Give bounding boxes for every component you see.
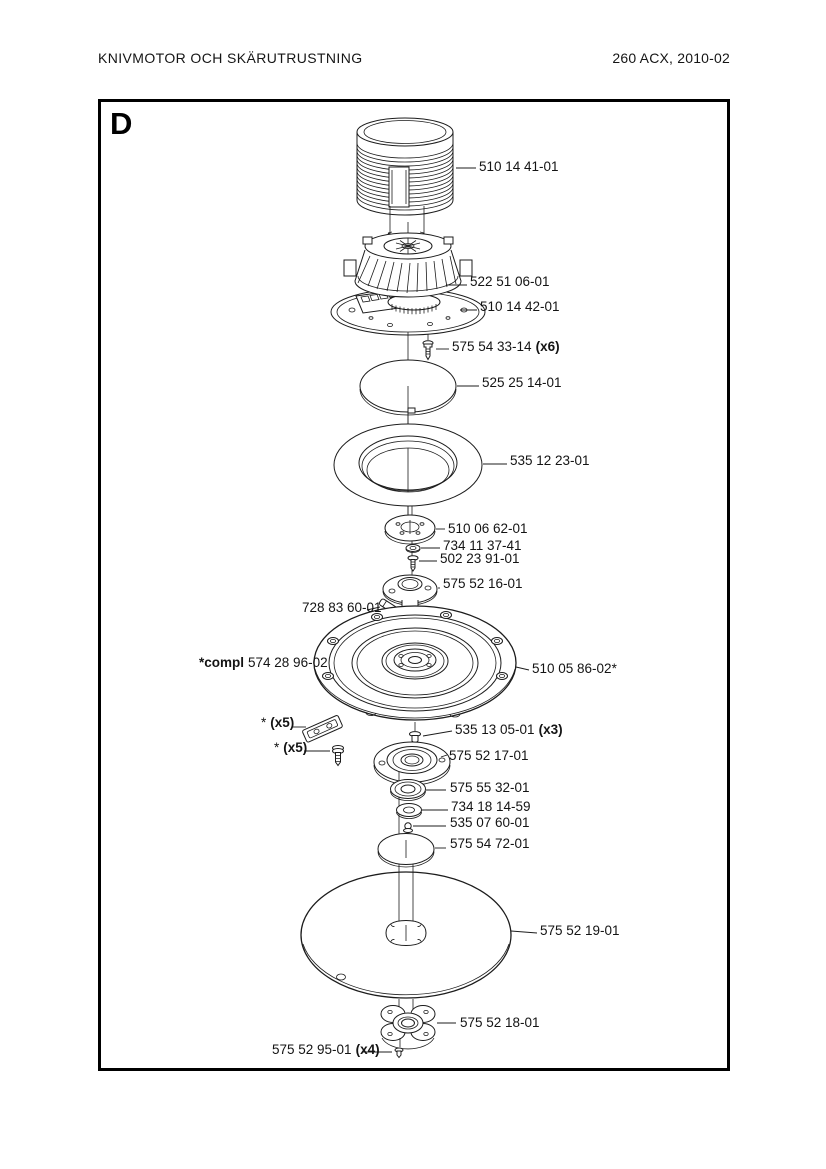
label-502-23-91-01: 502 23 91-01 [440, 551, 520, 566]
washer-drawing [406, 545, 420, 553]
model-and-date: 260 ACX, 2010-02 [612, 50, 730, 66]
skid-disc-drawing [301, 864, 511, 998]
screw-x3-drawing [410, 722, 421, 744]
blade-drawing [302, 715, 343, 743]
pulley-drawing [385, 515, 435, 544]
screw-x6-drawing [423, 334, 433, 360]
label-575-52-16-01: 575 52 16-01 [443, 576, 523, 591]
blade-screw-drawing [333, 746, 344, 766]
coil-drawing [357, 118, 453, 215]
label-575-52-19-01: 575 52 19-01 [540, 923, 620, 938]
label-510-14-41-01: 510 14 41-01 [479, 159, 559, 174]
label-575-52-17-01: 575 52 17-01 [449, 748, 529, 763]
label-575-54-33-14: 575 54 33-14 (x6) [452, 339, 560, 354]
label-510-06-62-01: 510 06 62-01 [448, 521, 528, 536]
label-535-12-23-01: 535 12 23-01 [510, 453, 590, 468]
label-575-52-18-01: 575 52 18-01 [460, 1015, 540, 1030]
bearing-drawing [391, 780, 426, 801]
cross-hub-drawing [381, 1006, 435, 1049]
label-blade-x5: * (x5) [261, 715, 295, 730]
label-510-14-42-01: 510 14 42-01 [480, 299, 560, 314]
label-734-18-14-59: 734 18 14-59 [451, 799, 531, 814]
screw-drawing [408, 556, 418, 571]
section-letter: D [110, 106, 133, 141]
label-575-55-32-01: 575 55 32-01 [450, 780, 530, 795]
small-disc-drawing [378, 834, 434, 868]
page-title: KNIVMOTOR OCH SKÄRUTRUSTNING [98, 50, 363, 66]
blade-disc-drawing [314, 606, 516, 720]
label-575-54-72-01: 575 54 72-01 [450, 836, 530, 851]
label-535-13-05-01: 535 13 05-01 (x3) [455, 722, 563, 737]
motor-drawing [344, 233, 472, 297]
washer2-drawing [397, 804, 422, 819]
label-525-25-14-01: 525 25 14-01 [482, 375, 562, 390]
lower-hub-drawing [374, 742, 450, 785]
label-522-51-06-01: 522 51 06-01 [470, 274, 550, 289]
label-510-05-86-02: 510 05 86-02* [532, 661, 617, 676]
label-574-28-96-02: *compl 574 28 96-02 [199, 655, 328, 670]
label-blade-screw-x5: * (x5) [274, 740, 308, 755]
ring-drawing [334, 424, 482, 506]
label-535-07-60-01: 535 07 60-01 [450, 815, 530, 830]
label-575-52-95-01: 575 52 95-01 (x4) [272, 1042, 380, 1057]
label-728-83-60-01: 728 83 60-01 [302, 600, 382, 615]
label-734-11-37-41: 734 11 37-41 [443, 538, 522, 553]
